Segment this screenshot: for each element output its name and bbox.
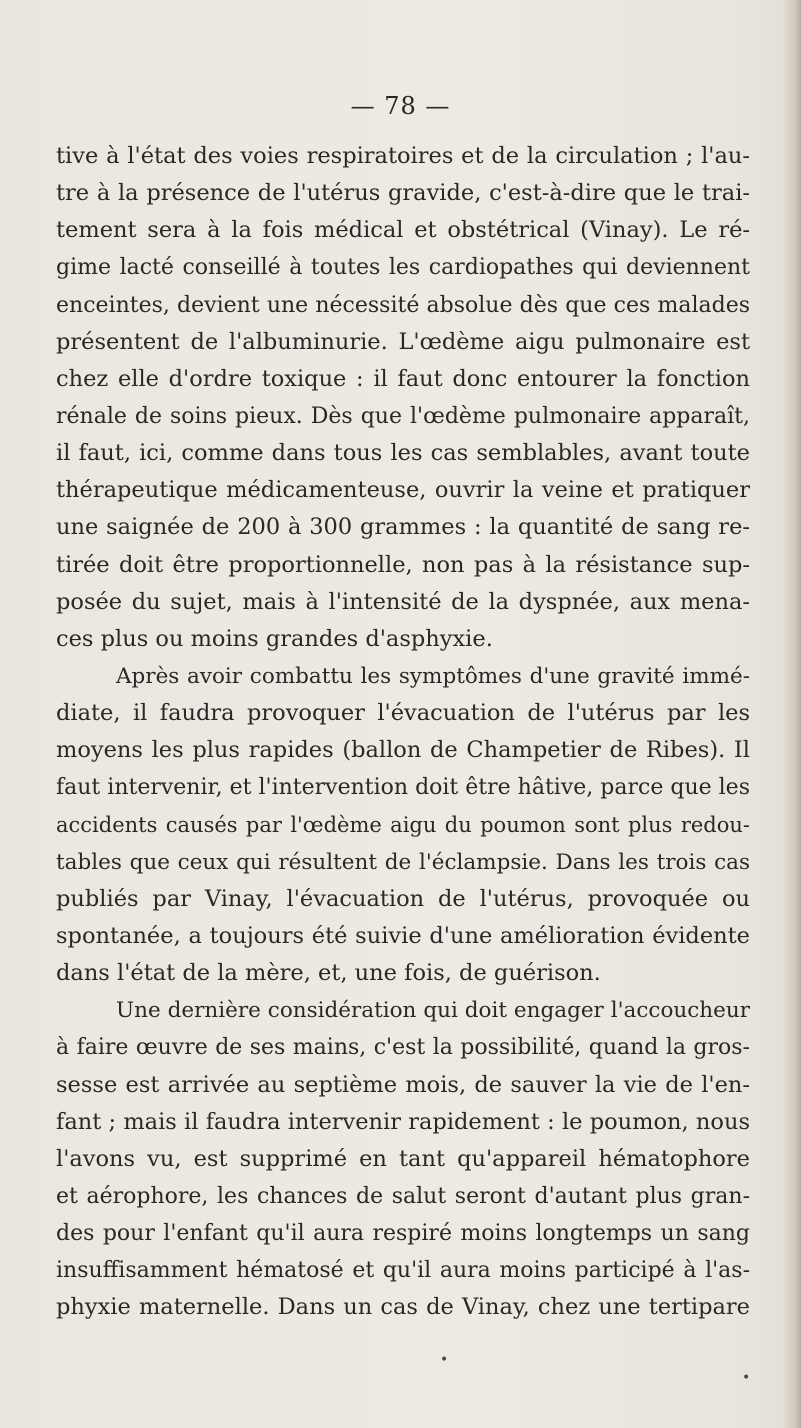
text-line: moyens les plus rapides (ballon de Champetier de Ribes). Il [56,737,750,764]
text-line: tive à l'état des voies respiratoires et de la circulation ; l'au- [56,143,750,169]
text-line: tre à la présence de l'utérus gravide, c'est-à-dire que le trai- [56,180,750,207]
text-line: posée du sujet, mais à l'intensité de la dyspnée, aux mena- [56,588,750,615]
text-line: spontanée, a toujours été suivie d'une amélioration évidente [56,922,750,949]
page-edge-shadow [783,0,801,1428]
text-line: phyxie maternelle. Dans un cas de Vinay, chez une tertipare [56,1294,750,1321]
body-text [56,138,750,1327]
text-line: publiés par Vinay, l'évacuation de l'utérus, provoquée ou [56,885,750,912]
text-line: rénale de soins pieux. Dès que l'œdème pulmonaire apparaît, [56,403,750,429]
ink-speck: • [440,1352,449,1368]
text-line: diate, il faudra provoquer l'évacuation de l'utérus par les [56,700,750,727]
text-line: faut intervenir, et l'intervention doit être hâtive, parce que les [56,775,750,801]
text-line: fant ; mais il faudra intervenir rapidement : le poumon, nous [56,1108,750,1135]
page-number: — 78 — [350,92,451,120]
text-line: sesse est arrivée au septième mois, de sauver la vie de l'en- [56,1071,750,1098]
text-line: l'avons vu, est supprimé en tant qu'appareil hématophore [56,1145,750,1172]
text-line: Après avoir combattu les symptômes d'une gravité immé- [116,663,750,689]
text-line: dans l'état de la mère, et, une fois, de guérison. [56,960,601,987]
text-line: chez elle d'ordre toxique : il faut donc entourer la fonction [56,365,750,392]
text-line: thérapeutique médicamenteuse, ouvrir la veine et pratiquer [56,477,750,504]
text-line: tirée doit être proportionnelle, non pas à la résistance sup- [56,551,750,578]
text-line: des pour l'enfant qu'il aura respiré moins longtemps un sang [56,1221,750,1247]
text-line: et aérophore, les chances de salut seront d'autant plus gran- [56,1183,750,1209]
text-line: tables que ceux qui résultent de l'éclampsie. Dans les trois cas [56,849,750,875]
text-line: il faut, ici, comme dans tous les cas semblables, avant toute [56,440,750,467]
text-line: une saignée de 200 à 300 grammes : la quantité de sang re- [56,514,750,541]
text-line: accidents causés par l'œdème aigu du poumon sont plus redou- [56,812,750,837]
text-line: présentent de l'albuminurie. L'œdème aigu pulmonaire est [56,328,750,355]
ink-speck: • [742,1370,751,1386]
text-line: ces plus ou moins grandes d'asphyxie. [56,625,493,652]
text-line: insuffisamment hématosé et qu'il aura moins participé à l'as- [56,1258,750,1284]
text-line: enceintes, devient une nécessité absolue dès que ces malades [56,292,750,318]
text-line: Une dernière considération qui doit engager l'accoucheur [116,998,750,1024]
text-line: à faire œuvre de ses mains, c'est la possibilité, quand la gros- [56,1035,750,1061]
text-line: gime lacté conseillé à toutes les cardiopathes qui deviennent [56,255,750,281]
text-line: tement sera à la fois médical et obstétrical (Vinay). Le ré- [56,217,750,244]
